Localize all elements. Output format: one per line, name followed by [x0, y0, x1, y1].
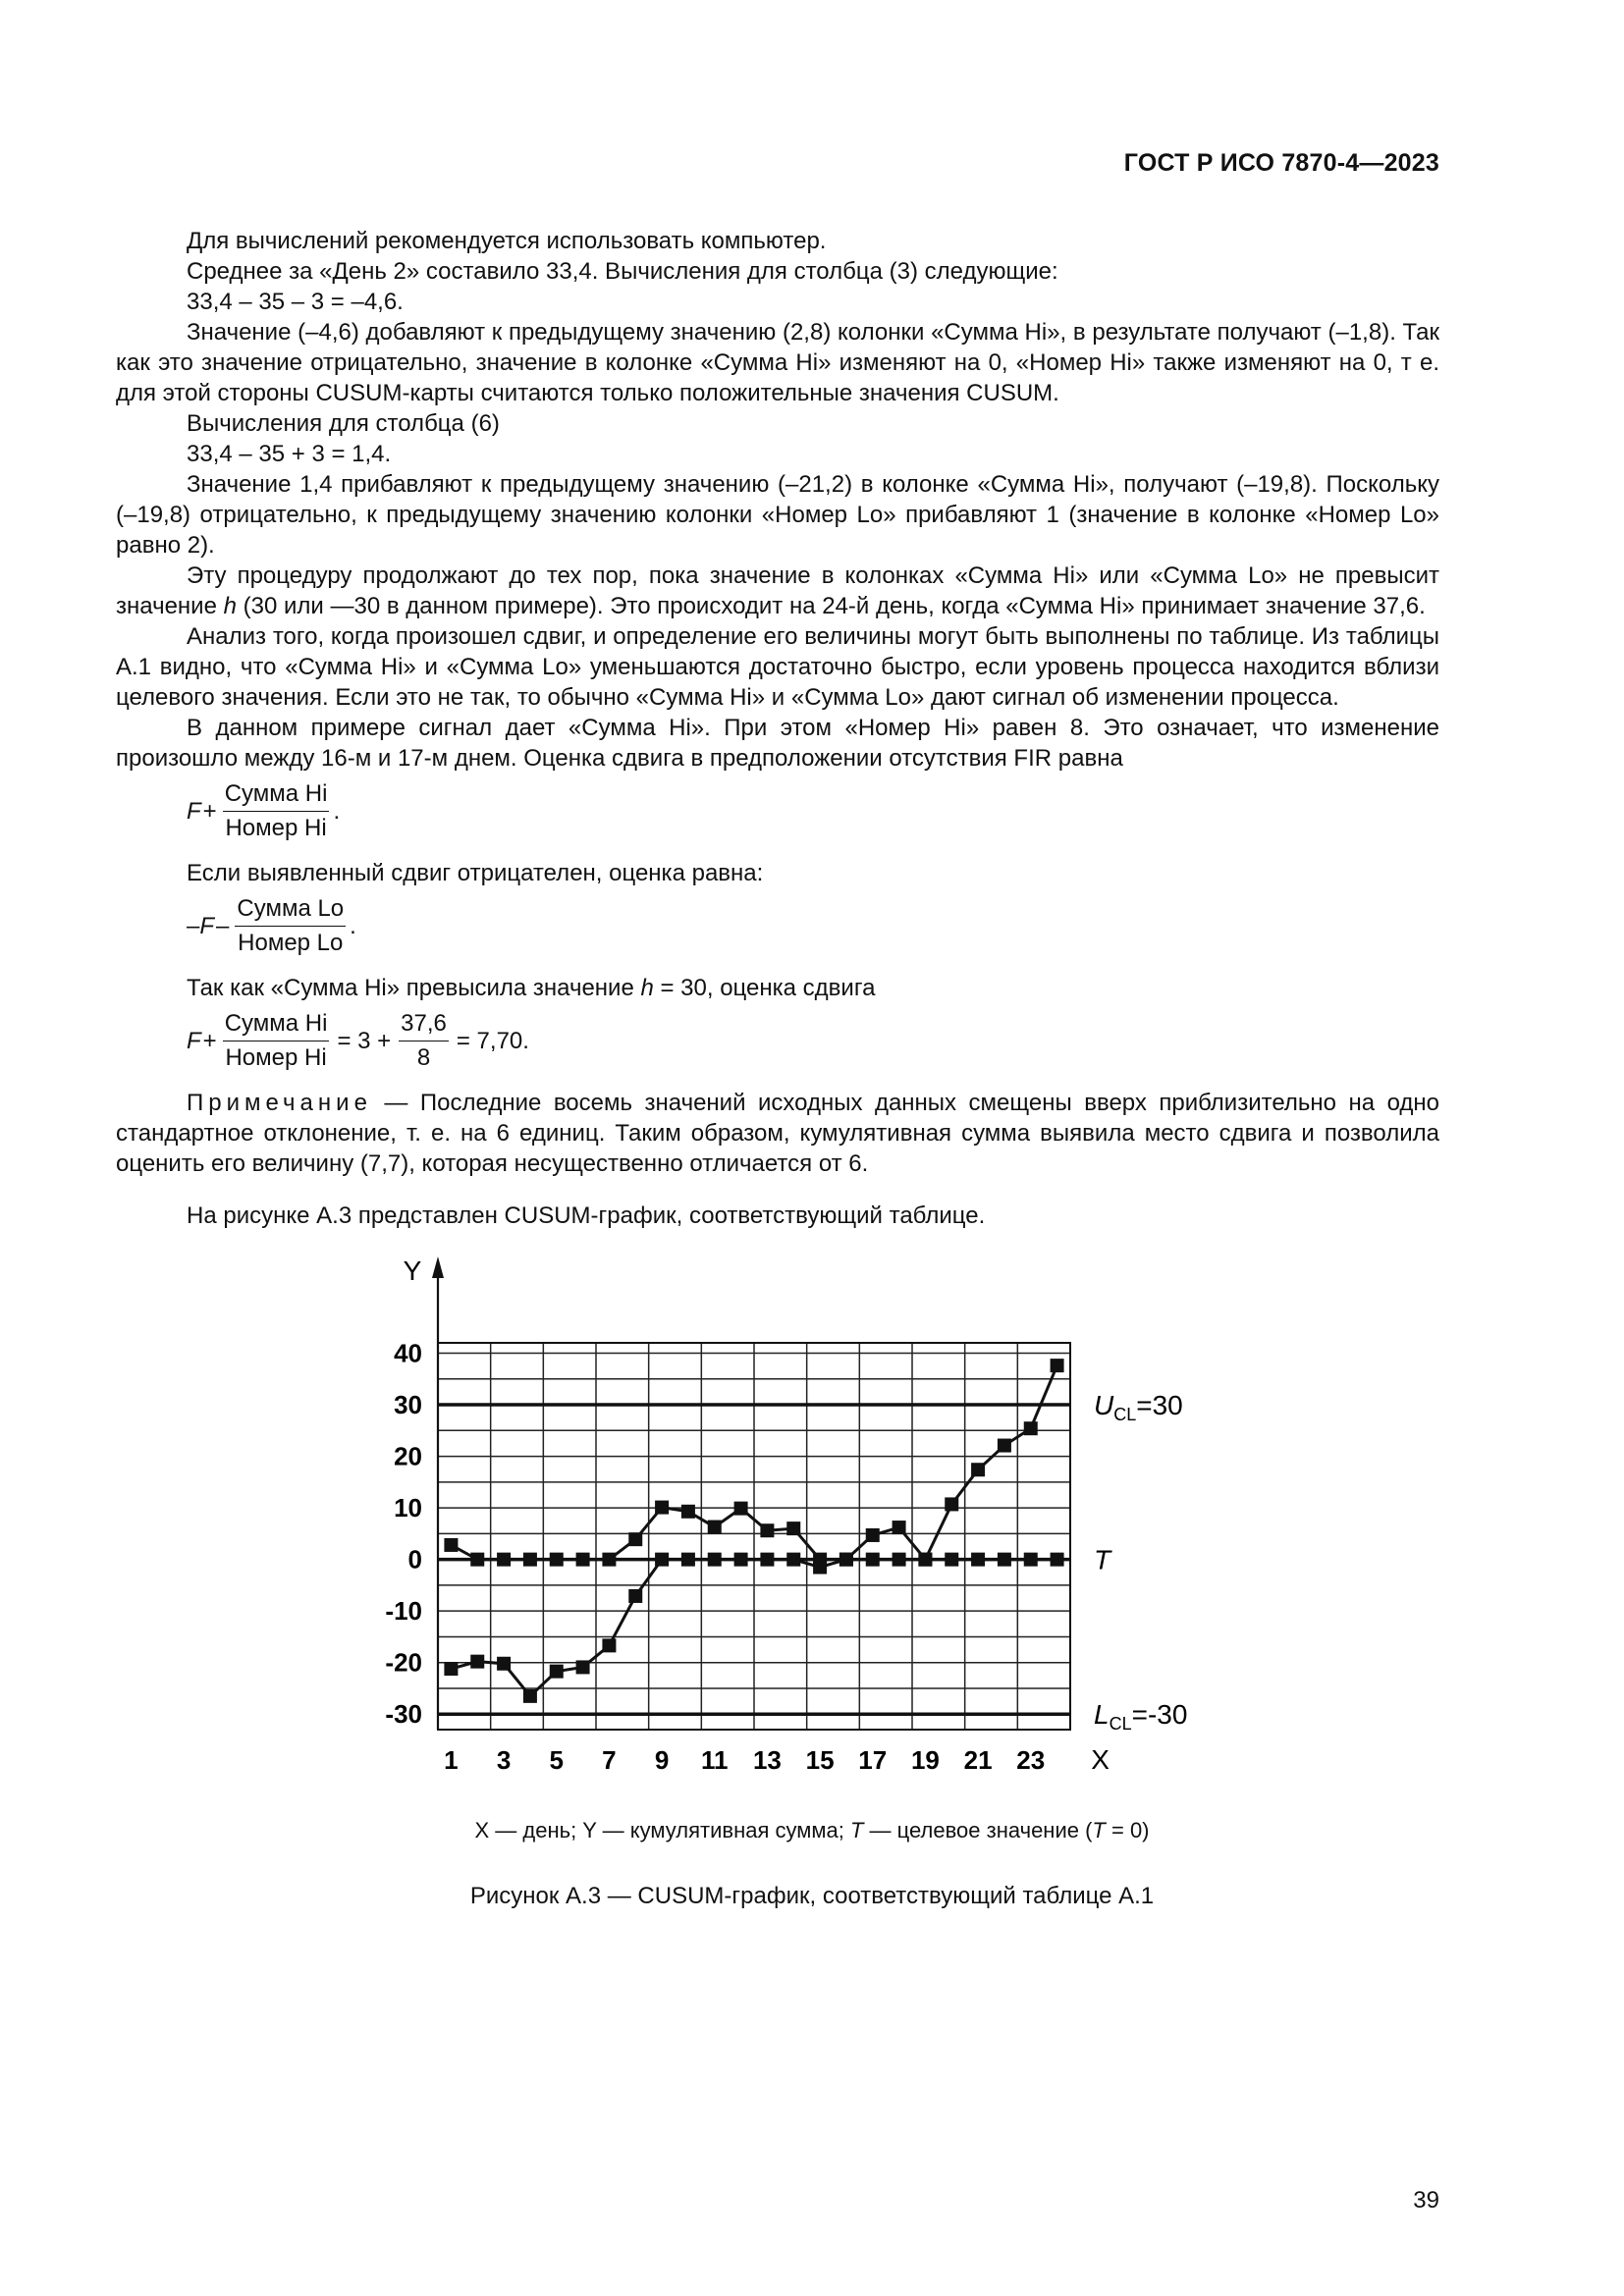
paragraph-part: = 30, оценка сдвига [653, 975, 876, 1001]
paragraph: Среднее за «День 2» составило 33,4. Вычисления для столбца (3) следующие: [187, 258, 1058, 285]
fraction-denominator: 8 [416, 1043, 431, 1071]
data-point [470, 1553, 484, 1567]
variable-h: h [223, 593, 237, 619]
note-label: Примечание [187, 1090, 372, 1116]
paragraph [116, 973, 1439, 1003]
data-point [839, 1553, 853, 1567]
y-tick-label: 0 [407, 1544, 422, 1575]
data-point [1024, 1553, 1038, 1567]
formula-fraction [223, 779, 330, 843]
data-point [760, 1553, 774, 1567]
data-point [497, 1553, 511, 1567]
x-tick-label: 15 [805, 1745, 835, 1775]
x-axis-label: X [1091, 1744, 1110, 1775]
reference-line-label: $L_{CL}=-30$ [1094, 1699, 1188, 1735]
formula-end: . [350, 912, 356, 939]
x-tick-label: 7 [602, 1745, 617, 1775]
formula-middle: = 3 + [337, 1027, 392, 1054]
y-tick-label: -10 [385, 1596, 422, 1627]
reference-line-label: $U_{CL}=30$ [1094, 1390, 1183, 1425]
data-point [470, 1655, 484, 1669]
page-number: 39 [1413, 2187, 1439, 2214]
y-axis-arrow-icon [432, 1256, 444, 1278]
data-point [1024, 1421, 1038, 1435]
data-point [893, 1553, 906, 1567]
formula-end: = 7,70. [456, 1027, 529, 1054]
formula-operator: + [202, 1027, 217, 1054]
paragraph: На рисунке А.3 представлен CUSUM-график, соответствующий таблице. [187, 1202, 986, 1229]
data-point [576, 1553, 590, 1567]
paragraph: Значение 1,4 прибавляют к предыдущему значению (–21,2) в колонке «Сумма Hi», получают (–19,8). Поскольку (–19,8) отрицательно, к предыдущему значению колонки «Номер Lo» прибавляют 1 (значение в колонке «Номер Lo» равно 2). [116, 471, 1439, 559]
formula-fraction [235, 894, 346, 958]
data-point [813, 1561, 827, 1575]
paragraph: Анализ того, когда произошел сдвиг, и определение его величины могут быть выполнены по таблице. Из таблицы А.1 видно, что «Сумма Hi» и «Сумма Lo» уменьшаются достаточно быстро, если уровень процесса находится вблизи целевого значения. Если это не так, то обычно «Сумма Hi» и «Сумма Lo» дают сигнал об изменении процесса. [116, 623, 1439, 711]
data-point [893, 1521, 906, 1534]
formula-fraction [223, 1009, 330, 1073]
legend-symbol: T [849, 1818, 864, 1842]
formula-operator: + [202, 797, 217, 825]
paragraph [116, 561, 1439, 621]
paragraph-part: (30 или —30 в данном примере). Это происходит на 24-й день, когда «Сумма Hi» принимает значение 37,6. [236, 593, 1426, 619]
x-tick-label: 13 [752, 1745, 782, 1775]
fraction-numerator: Сумма Hi [223, 1009, 330, 1041]
formula-symbol: F [187, 1027, 201, 1054]
x-tick-label: 11 [701, 1745, 729, 1775]
paragraph: В данном примере сигнал дает «Сумма Hi». При этом «Номер Hi» равен 8. Это означает, что изменение произошло между 16-м и 17-м днем. Оценка сдвига в предположении отсутствия FIR равна [116, 715, 1439, 772]
cusum-chart-svg [373, 1239, 1218, 1789]
x-tick-label: 23 [1016, 1745, 1046, 1775]
data-point [523, 1689, 537, 1703]
data-point [734, 1553, 748, 1567]
data-point [444, 1538, 458, 1552]
variable-h: h [640, 975, 654, 1001]
paragraph: Если выявленный сдвиг отрицателен, оценка равна: [187, 860, 764, 886]
formula-symbol: F [187, 797, 201, 825]
y-tick-label: -30 [385, 1699, 422, 1730]
data-point [945, 1553, 958, 1567]
document-header: ГОСТ Р ИСО 7870-4—2023 [1123, 149, 1439, 177]
data-point [655, 1501, 669, 1515]
data-point [550, 1665, 564, 1679]
data-point [523, 1553, 537, 1567]
data-point [998, 1439, 1011, 1453]
reference-line-label: T [1094, 1544, 1111, 1575]
y-tick-label: 40 [394, 1338, 422, 1368]
formula-symbol: –F [187, 912, 215, 939]
data-point [497, 1657, 511, 1671]
legend-symbol: T [1092, 1818, 1106, 1842]
paragraph-part: Так как «Сумма Hi» превысила значение [187, 975, 641, 1001]
formula-end: . [333, 797, 341, 825]
paragraph-part: Эту процедуру продолжают до тех пор, пока значение в колонках «Сумма Hi» или «Сумма Lo» не превысит значение [116, 562, 1439, 619]
fraction-denominator: Номер Lo [238, 929, 344, 956]
x-tick-label: 5 [549, 1745, 564, 1775]
x-tick-label: 17 [858, 1745, 888, 1775]
formula-shift-result [116, 1005, 1439, 1082]
data-point [628, 1589, 642, 1603]
y-axis-label: Y [403, 1255, 422, 1286]
formula-shift-estimate [116, 775, 1439, 852]
formula-operator: – [216, 912, 230, 939]
data-point [918, 1553, 932, 1567]
fraction-denominator: Номер Hi [225, 1043, 327, 1071]
data-point [945, 1497, 958, 1511]
y-tick-label: 20 [394, 1441, 422, 1471]
data-point [708, 1553, 722, 1567]
formula-fraction [399, 1009, 449, 1073]
data-point [760, 1523, 774, 1537]
data-point [602, 1553, 616, 1567]
data-point [971, 1463, 985, 1476]
figure-title: Рисунок А.3 — CUSUM-график, соответствующий таблице А.1 [469, 1883, 1155, 1909]
x-tick-label: 19 [910, 1745, 940, 1775]
legend-part: X — день; Y — кумулятивная сумма; [474, 1818, 850, 1842]
formula-negative-shift [116, 890, 1439, 967]
y-tick-label: 30 [394, 1390, 422, 1420]
legend-part: = 0) [1105, 1818, 1150, 1842]
data-point [971, 1553, 985, 1567]
data-point [602, 1638, 616, 1652]
body-text [116, 226, 1439, 1231]
fraction-numerator: Сумма Hi [223, 779, 330, 812]
data-point [628, 1532, 642, 1546]
paragraph: Для вычислений рекомендуется использовать компьютер. [187, 228, 827, 254]
y-tick-label: -20 [385, 1647, 422, 1678]
data-point [866, 1528, 880, 1542]
data-point [681, 1553, 695, 1567]
data-point [786, 1522, 800, 1535]
legend-part: — целевое значение ( [863, 1818, 1093, 1842]
data-point [998, 1553, 1011, 1567]
equation-line: 33,4 – 35 + 3 = 1,4. [187, 441, 392, 467]
data-point [786, 1553, 800, 1567]
data-point [708, 1521, 722, 1534]
fraction-numerator: 37,6 [399, 1009, 449, 1041]
data-point [1051, 1359, 1064, 1372]
data-point [655, 1553, 669, 1567]
data-point [681, 1505, 695, 1519]
data-point [444, 1662, 458, 1676]
x-tick-label: 1 [444, 1745, 459, 1775]
x-tick-label: 21 [963, 1745, 993, 1775]
x-tick-label: 3 [496, 1745, 512, 1775]
cusum-chart [373, 1239, 1218, 1789]
note [116, 1088, 1439, 1179]
data-point [866, 1553, 880, 1567]
data-point [734, 1502, 748, 1516]
y-tick-label: 10 [394, 1493, 422, 1523]
data-point [1051, 1553, 1064, 1567]
fraction-denominator: Номер Hi [225, 814, 327, 841]
data-point [550, 1553, 564, 1567]
paragraph: Вычисления для столбца (6) [187, 410, 500, 437]
paragraph: Значение (–4,6) добавляют к предыдущему значению (2,8) колонки «Сумма Hi», в результате получают (–1,8). Так как это значение отрицательно, значение в колонке «Сумма Hi» изменяют на 0, «Номер Hi» также изменяют на 0, т е. для этой стороны CUSUM-карты считаются только положительные значения CUSUM. [116, 319, 1439, 406]
note-text: — Последние восемь значений исходных данных смещены вверх приблизительно на одно стандартное отклонение, т. е. на 6 единиц. Таким образом, кумулятивная сумма выявила место сдвига и позволила оценить его величину (7,7), которая несущественно отличается от 6. [116, 1090, 1439, 1177]
figure-legend [0, 1818, 1624, 1843]
fraction-numerator: Сумма Lo [235, 894, 346, 927]
data-point [576, 1660, 590, 1674]
x-tick-label: 9 [654, 1745, 670, 1775]
equation-line: 33,4 – 35 – 3 = –4,6. [187, 289, 404, 315]
